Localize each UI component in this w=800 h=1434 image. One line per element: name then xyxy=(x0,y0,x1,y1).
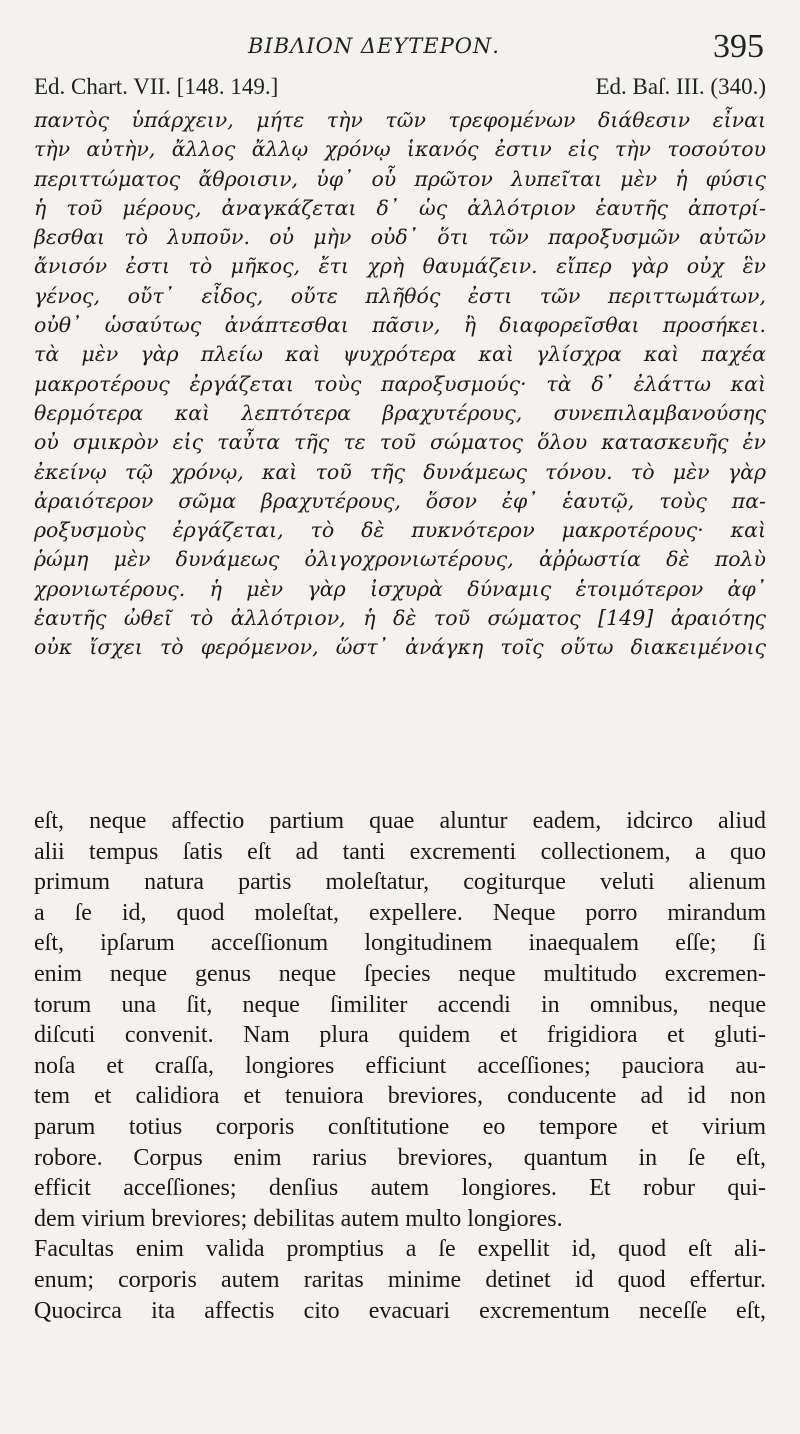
latin-line: torum una ſit, neque ſimiliter accendi in omnibus, neque xyxy=(34,991,766,1018)
greek-line: ἀραιότερον σῶμα βραχυτέρους, ὅσον ἐφ᾽ ἑαυτῷ, τοὺς πα- xyxy=(34,488,766,513)
greek-line: τὰ μὲν γὰρ πλείω καὶ ψυχρότερα καὶ γλίσχρα καὶ παχέα xyxy=(34,342,766,367)
greek-line: ἡ τοῦ μέρους, ἀναγκάζεται δ᾽ ὡς ἀλλότριον ἑαυτῆς ἀποτρί- xyxy=(34,195,766,220)
greek-line: χρονιωτέρους. ἡ μὲν γὰρ ἰσχυρὰ δύναμις ἑτοιμότερον ἀφ᾽ xyxy=(34,576,766,601)
greek-line: τὴν αὐτὴν, ἄλλος ἄλλῳ χρόνῳ ἱκανός ἐστιν εἰς τὴν τοσούτου xyxy=(34,137,766,162)
edition-reference-line xyxy=(34,74,766,104)
latin-line: diſcuti convenit. Nam plura quidem et frigidiora et gluti- xyxy=(34,1022,766,1049)
running-title: ΒΙΒΛΙΟΝ ΔΕΥΤΕΡΟΝ. xyxy=(248,34,500,58)
latin-line: primum natura partis moleſtatur, cogiturque veluti alienum xyxy=(34,869,766,896)
greek-line: περιττώματος ἄθροισιν, ὑφ᾽ οὗ πρῶτον λυπεῖται μὲν ἡ φύσις xyxy=(34,166,766,191)
greek-line: οὐθ᾽ ὡσαύτως ἀνάπτεσθαι πᾶσιν, ἢ διαφορεῖσθαι προσήκει. xyxy=(34,313,766,338)
greek-line: ροξυσμοὺς ἐργάζεται, τὸ δὲ πυκνότερον μακροτέρους· καὶ xyxy=(34,518,766,543)
greek-line: οὐ σμικρὸν εἰς ταὖτα τῆς τε τοῦ σώματος ὅλου κατασκευῆς ἐν xyxy=(34,430,766,455)
latin-line: dem virium breviores; debilitas autem multo longiores. xyxy=(34,1205,563,1232)
greek-text-block xyxy=(34,106,766,663)
greek-line: ῥώμη μὲν δυνάμεως ὀλιγοχρονιωτέρους, ἀῤῥωστία δὲ πολὺ xyxy=(34,547,766,572)
latin-line: noſa et craſſa, longiores efficiunt acceſſiones; pauciora au- xyxy=(34,1052,766,1079)
latin-line: a ſe id, quod moleſtat, expellere. Neque porro mirandum xyxy=(34,899,766,926)
latin-text-block xyxy=(34,806,766,1326)
latin-line: enim neque genus neque ſpecies neque multitudo excremen- xyxy=(34,960,766,987)
greek-line: βεσθαι τὸ λυποῦν. οὐ μὴν οὐδ᾽ ὅτι τῶν παροξυσμῶν αὐτῶν xyxy=(34,225,766,250)
latin-line: robore. Corpus enim rarius breviores, quantum in ſe eſt, xyxy=(34,1144,766,1171)
greek-line: μακροτέρους ἐργάζεται τοὺς παροξυσμούς· τὰ δ᾽ ἐλάττω καὶ xyxy=(34,371,766,396)
latin-line: parum totius corporis conſtitutione eo tempore et virium xyxy=(34,1113,766,1140)
latin-line: Facultas enim valida promptius a ſe expellit id, quod eſt ali- xyxy=(34,1236,766,1263)
running-head xyxy=(0,28,800,68)
latin-line: Quocirca ita affectis cito evacuari excrementum neceſſe eſt, xyxy=(34,1297,766,1324)
latin-line: tem et calidiora et tenuiora breviores, conducente ad id non xyxy=(34,1083,766,1110)
greek-line: ἐκείνῳ τῷ χρόνῳ, καὶ τοῦ τῆς δυνάμεως τόνου. τὸ μὲν γὰρ xyxy=(34,459,766,484)
greek-line: γένος, οὔτ᾽ εἶδος, οὔτε πλῆθός ἐστι τῶν περιττωμάτων, xyxy=(34,283,766,308)
edition-chartier-reference: Ed. Chart. VII. [148. 149.] xyxy=(34,74,279,99)
greek-line: οὐκ ἴσχει τὸ φερόμενον, ὥστ᾽ ἀνάγκη τοῖς οὕτω διακειμένοις xyxy=(34,635,766,660)
latin-line: enum; corporis autem raritas minime detinet id quod effertur. xyxy=(34,1266,766,1293)
edition-basel-reference: Ed. Baſ. III. (340.) xyxy=(595,74,766,99)
greek-line: ἄνισόν ἐστι τὸ μῆκος, ἔτι χρὴ θαυμάζειν. εἴπερ γὰρ οὐχ ἓν xyxy=(34,254,766,279)
latin-line: alii tempus ſatis eſt ad tanti excrementi collectionem, a quo xyxy=(34,838,766,865)
latin-line: eſt, neque affectio partium quae aluntur eadem, idcirco aliud xyxy=(34,808,766,834)
greek-line: θερμότερα καὶ λεπτότερα βραχυτέρους, συνεπιλαμβανούσης xyxy=(34,400,766,425)
latin-line: efficit acceſſiones; denſius autem longiores. Et robur qui- xyxy=(34,1175,766,1202)
page-number: 395 xyxy=(713,28,764,65)
latin-line: eſt, ipſarum acceſſionum longitudinem inaequalem eſſe; ſi xyxy=(34,930,766,957)
greek-line: παντὸς ὑπάρχειν, μήτε τὴν τῶν τρεφομένων διάθεσιν εἶναι xyxy=(34,108,766,132)
greek-line: ἑαυτῆς ὠθεῖ τὸ ἀλλότριον, ἡ δὲ τοῦ σώματος [149] ἀραιότης xyxy=(34,606,766,631)
